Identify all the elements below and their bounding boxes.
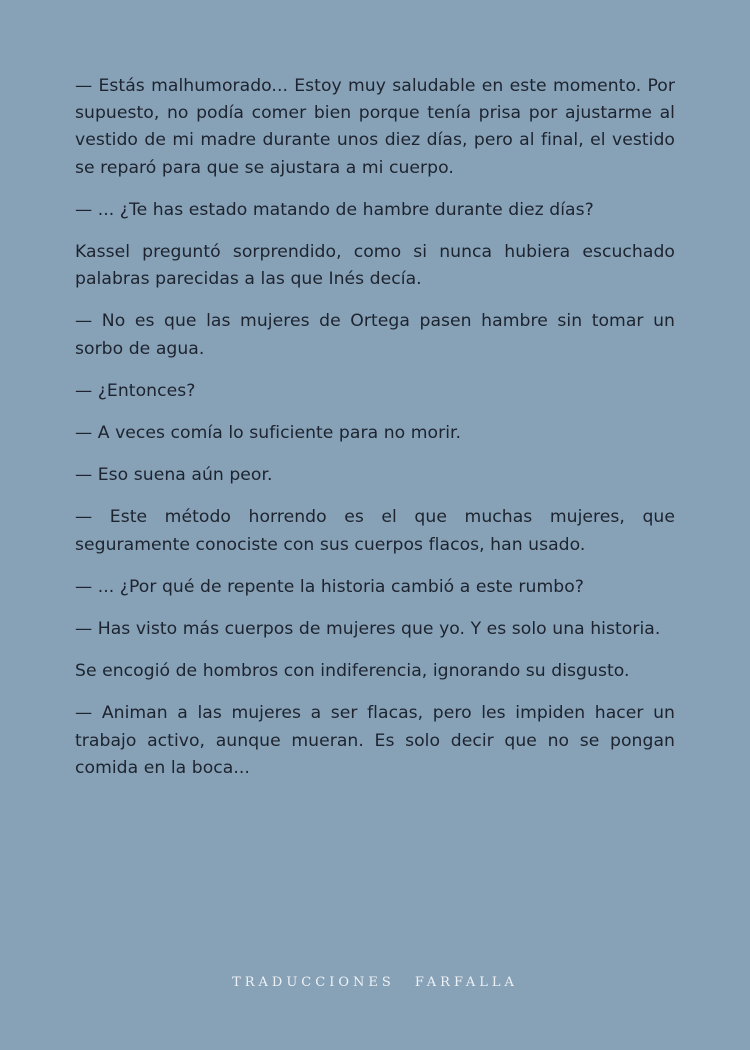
footer-credit: TRADUCCIONES FARFALLA [232, 975, 518, 990]
page-body [75, 73, 675, 797]
paragraph-4: — No es que las mujeres de Ortega pasen hambre sin tomar un sorbo de agua. [75, 311, 675, 359]
paragraph-10: — Has visto más cuerpos de mujeres que yo. Y es solo una historia. [75, 619, 661, 640]
paragraph-11: Se encogió de hombros con indiferencia, ignorando su disgusto. [75, 661, 630, 682]
paragraph-2: — ... ¿Te has estado matando de hambre durante diez días? [75, 199, 594, 220]
paragraph-6: — A veces comía lo suficiente para no morir. [75, 423, 462, 444]
paragraph-1: — Estás malhumorado... Estoy muy saludable en este momento. Por supuesto, no podía comer bien porque tenía prisa por ajustarme al vestido de mi madre durante unos diez días, pero al final, el vestido se reparó para que se ajustara a mi cuerpo. [75, 76, 675, 178]
paragraph-9: — ... ¿Por qué de repente la historia cambió a este rumbo? [75, 576, 584, 597]
paragraph-12: — Animan a las mujeres a ser flacas, pero les impiden hacer un trabajo activo, aunque mueran. Es solo decir que no se pongan comida en la boca... [75, 703, 675, 778]
paragraph-5: — ¿Entonces? [75, 380, 196, 401]
paragraph-7: — Eso suena aún peor. [75, 465, 273, 486]
paragraph-3: Kassel preguntó sorprendido, como si nunca hubiera escuchado palabras parecidas a las que Inés decía. [75, 242, 675, 290]
paragraph-8: — Este método horrendo es el que muchas mujeres, que seguramente conociste con sus cuerpos flacos, han usado. [75, 507, 675, 555]
